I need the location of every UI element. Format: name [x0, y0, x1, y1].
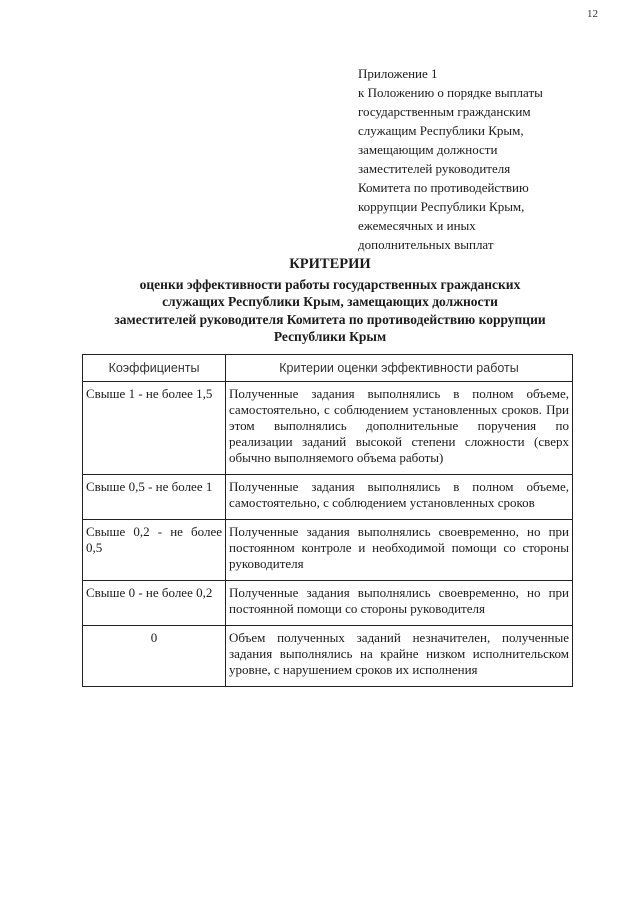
criteria-cell: Полученные задания выполнялись своевременно, но при постоянной помощи со стороны руководителя	[226, 581, 573, 626]
appendix-line: государственным гражданским	[358, 104, 531, 119]
appendix-line: заместителей руководителя	[358, 161, 511, 176]
criteria-cell: Объем полученных заданий незначителен, полученные задания выполнялись на крайне низком исполнительском уровне, с нарушением сроков их исполнения	[226, 626, 573, 687]
appendix-line: замещающим должности	[358, 142, 498, 157]
table-header-row	[83, 355, 573, 382]
appendix-line: Комитета по противодействию	[358, 180, 529, 195]
page-number: 12	[587, 8, 598, 20]
table-row	[83, 626, 573, 687]
criteria-table	[82, 354, 573, 687]
document-title: КРИТЕРИИ	[289, 256, 371, 272]
column-header-criteria: Критерии оценки эффективности работы	[226, 355, 573, 382]
coefficient-cell: Свыше 0,2 - не более 0,5	[83, 520, 226, 581]
table-row	[83, 382, 573, 475]
column-header-coefficients: Коэффициенты	[83, 355, 226, 382]
criteria-cell: Полученные задания выполнялись в полном объеме, самостоятельно, с соблюдением установленных сроков. При этом выполнялись дополнительные поручения по реализации заданий высокой степени сложности (сверх обычно выполняемого объема работы)	[226, 382, 573, 475]
table-row	[83, 520, 573, 581]
document-heading	[60, 256, 600, 346]
appendix-line: к Положению о порядке выплаты	[358, 85, 543, 100]
heading-line: заместителей руководителя Комитета по противодействию коррупции	[114, 311, 546, 327]
coefficient-cell: 0	[83, 626, 226, 687]
coefficient-cell: Свыше 0 - не более 0,2	[83, 581, 226, 626]
table-row	[83, 581, 573, 626]
criteria-cell: Полученные задания выполнялись в полном объеме, самостоятельно, с соблюдением установленных сроков	[226, 475, 573, 520]
heading-line: Республики Крым	[273, 329, 387, 344]
coefficient-cell: Свыше 0,5 - не более 1	[83, 475, 226, 520]
appendix-line: коррупции Республики Крым,	[358, 199, 525, 214]
appendix-line: ежемесячных и иных	[358, 218, 476, 233]
appendix-line: служащим Республики Крым,	[358, 123, 524, 138]
heading-line: служащих Республики Крым, замещающих должности	[162, 294, 498, 309]
table-row	[83, 475, 573, 520]
criteria-cell: Полученные задания выполнялись своевременно, но при постоянном контроле и необходимой помощи со стороны руководителя	[226, 520, 573, 581]
heading-line: оценки эффективности работы государственных гражданских	[139, 276, 521, 292]
appendix-line: дополнительных выплат	[358, 237, 494, 252]
appendix-note	[358, 64, 608, 254]
appendix-line: Приложение 1	[358, 66, 438, 81]
coefficient-cell: Свыше 1 - не более 1,5	[83, 382, 226, 475]
